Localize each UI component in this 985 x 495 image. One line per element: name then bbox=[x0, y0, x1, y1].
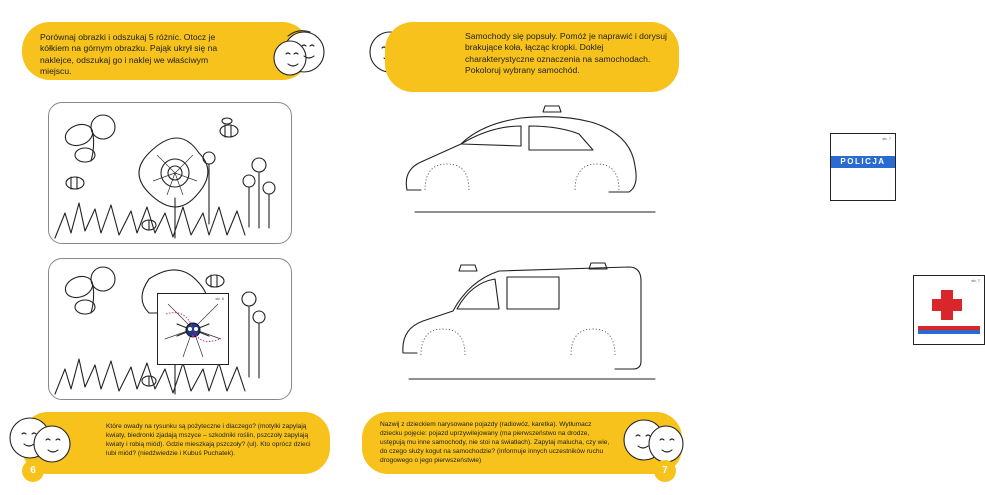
ambulance-drawing bbox=[395, 255, 655, 405]
sticker-label: str. 7 bbox=[882, 136, 891, 141]
bee-icon bbox=[206, 275, 224, 287]
sticker-label: str. 7 bbox=[971, 278, 980, 283]
left-question-text: Które owady na rysunku są pożyteczne i dlaczego? (motylki zapylają kwiaty, biedronki zjadają mszyce – szkodniki roślin, pszczoły zapylają kwiaty i robią miód). Gdzie mieszkają pszczoły? (ul). Kto oprócz dzieci lubi miód? (niedźwiedzie i Kubuś Puchatek). bbox=[106, 423, 311, 457]
police-car-drawing bbox=[395, 100, 655, 220]
sticker-label: str. 6 bbox=[215, 296, 224, 301]
ladybug-icon bbox=[142, 220, 156, 230]
right-page bbox=[350, 0, 980, 495]
right-instruction-banner bbox=[385, 22, 679, 92]
bee-icon bbox=[220, 118, 238, 137]
siren-icon bbox=[543, 106, 561, 112]
right-instruction-text: Samochody się popsuły. Pomóż je naprawić i dorysuj brakujące koła, łącząc kropki. Doklej charakterystyczne oznaczenia na samochodach. Pokoloruj wybrany samochód. bbox=[465, 31, 667, 76]
police-label: POLICJA bbox=[831, 156, 895, 168]
police-sticker[interactable] bbox=[830, 133, 896, 201]
ambulance-sticker[interactable] bbox=[913, 275, 985, 345]
dotted-wheel-front bbox=[425, 164, 469, 190]
dotted-wheel-rear bbox=[571, 329, 615, 355]
spider-web-icon bbox=[153, 155, 197, 195]
top-picture-frame bbox=[48, 102, 292, 244]
butterfly-icon bbox=[62, 115, 115, 162]
page-number-6: 6 bbox=[22, 460, 44, 482]
spider-icon bbox=[158, 294, 228, 364]
left-page bbox=[0, 0, 350, 495]
children-faces-icon bbox=[268, 24, 328, 82]
dotted-wheel-rear bbox=[575, 164, 619, 190]
garden-scene-top bbox=[49, 103, 291, 243]
right-note-text: Nazwij z dzieckiem narysowane pojazdy (radiowóz, karetka). Wytłumacz dziecku pojęcie: pojazd uprzywilejowany (ma pierwszeństwo na drodze, ustępują mu inne samochody, nie stoi na światłach). Zapytaj malucha, czy wie, do czego służy kogut na samochodzie? (informuje innych uczestników ruchu drogowego o jego pierwszeństwie) bbox=[380, 421, 610, 464]
butterfly-icon bbox=[62, 267, 115, 314]
small-flowers-icon bbox=[242, 292, 265, 378]
left-instruction-banner bbox=[22, 22, 310, 80]
ladybug-icon bbox=[142, 376, 156, 386]
dotted-wheel-front bbox=[421, 329, 465, 355]
page-number-7: 7 bbox=[654, 460, 676, 482]
spider-sticker[interactable] bbox=[157, 293, 229, 365]
left-instruction-text: Porównaj obrazki i odszukaj 5 różnic. Otocz je kółkiem na górnym obrazku. Pająk ukrył się na naklejce, odszukaj go i naklej we właściwym miejscu. bbox=[40, 32, 218, 77]
red-cross-icon bbox=[914, 276, 984, 344]
bee-icon bbox=[66, 177, 84, 189]
children-faces-icon bbox=[618, 408, 688, 474]
bottom-picture-frame bbox=[48, 258, 292, 400]
